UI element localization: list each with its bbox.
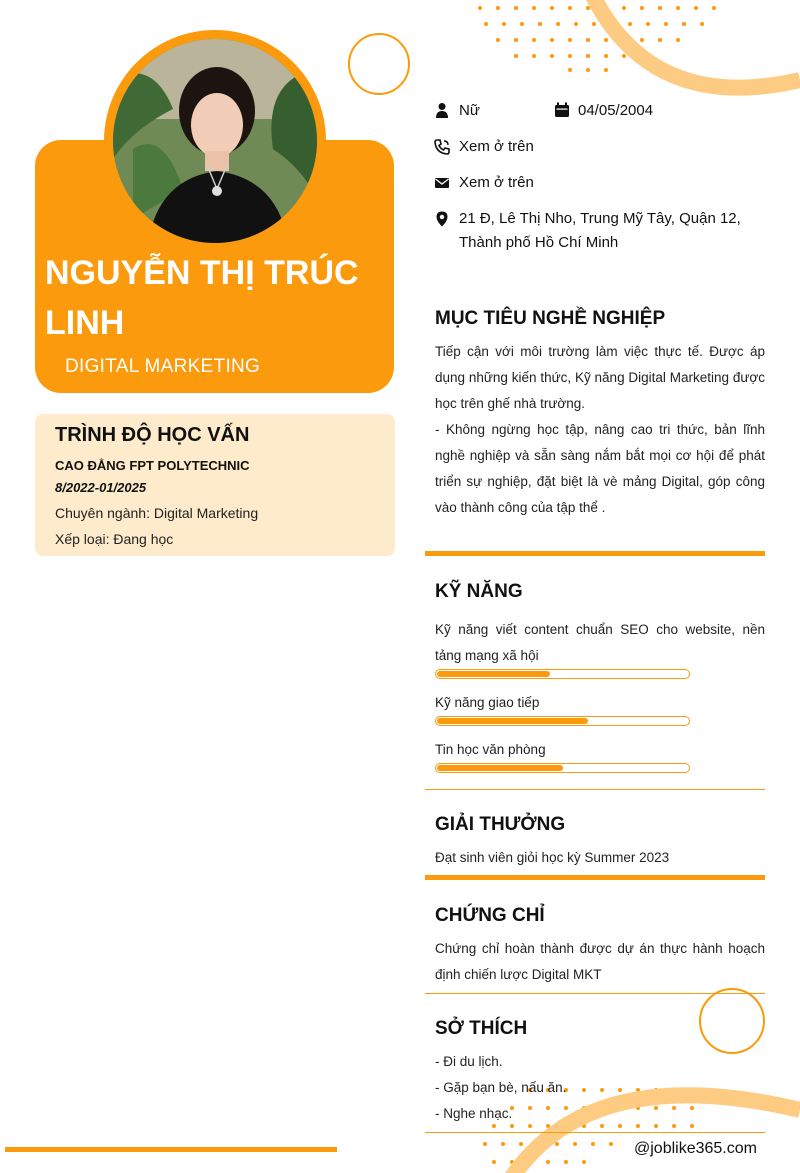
address-line-2: Thành phố Hồ Chí Minh xyxy=(459,234,619,251)
calendar-icon xyxy=(554,102,570,118)
gender: Nữ xyxy=(459,102,480,119)
person-icon xyxy=(434,102,450,118)
skill-bar-2 xyxy=(435,716,690,726)
hobby-item: - Nghe nhạc. xyxy=(435,1106,513,1121)
awards-heading: GIẢI THƯỞNG xyxy=(435,814,566,835)
divider xyxy=(425,993,765,994)
decor-bottom-left-rule xyxy=(5,1147,337,1152)
education-school: CAO ĐẲNG FPT POLYTECHNIC xyxy=(55,458,250,473)
full-name: NGUYỄN THỊ TRÚC LINH xyxy=(45,254,359,342)
education-major: Chuyên ngành: Digital Marketing xyxy=(55,505,259,521)
skill-bar-fill xyxy=(437,671,550,677)
decor-top-right xyxy=(440,0,800,110)
phone: Xem ở trên xyxy=(459,138,534,155)
education-heading: TRÌNH ĐỘ HỌC VẤN xyxy=(55,424,250,446)
phone-icon xyxy=(434,139,450,155)
envelope-icon xyxy=(434,175,450,191)
address-line-1: 21 Đ, Lê Thị Nho, Trung Mỹ Tây, Quận 12, xyxy=(459,210,741,227)
decor-circle-top xyxy=(348,33,410,95)
hobby-item: - Đi du lịch. xyxy=(435,1054,503,1069)
skill-bar-fill xyxy=(437,718,588,724)
divider xyxy=(425,875,765,880)
watermark: @joblike365.com xyxy=(634,1140,757,1157)
hobbies-heading: SỞ THÍCH xyxy=(435,1018,528,1039)
certificates-heading: CHỨNG CHỈ xyxy=(435,905,545,926)
profile-photo xyxy=(113,39,317,243)
birthday: 04/05/2004 xyxy=(578,102,654,119)
objective-text-2: - Không ngừng học tập, nâng cao tri thức, bản lĩnh nghề nghiệp và sẵn sàng nắm bắt mọi cơ hội để phát triển sự nghiệp, đặt biệt là vè mảng Digital, góp công vào thành công của tập thể . xyxy=(435,422,765,515)
divider xyxy=(425,789,765,790)
skill-bar-fill xyxy=(437,765,563,771)
divider xyxy=(425,1132,765,1133)
education-rank: Xếp loại: Đang học xyxy=(55,531,174,547)
skill-label-2: Kỹ năng giao tiếp xyxy=(435,695,540,710)
skills-heading: KỸ NĂNG xyxy=(435,581,523,602)
awards-text: Đạt sinh viên giỏi học kỳ Summer 2023 xyxy=(435,850,670,865)
location-pin-icon xyxy=(434,211,450,227)
certificates-text: Chứng chỉ hoàn thành được dự án thực hành hoạch định chiến lược Digital MKT xyxy=(435,941,765,982)
skill-label-1: Kỹ năng viết content chuẩn SEO cho website, nền tảng mạng xã hội xyxy=(435,622,765,663)
decor-circle-bottom xyxy=(699,988,765,1054)
skill-label-3: Tin học văn phòng xyxy=(435,742,546,757)
skill-bar-3 xyxy=(435,763,690,773)
job-title: DIGITAL MARKETING xyxy=(65,356,261,377)
divider xyxy=(425,551,765,556)
email: Xem ở trên xyxy=(459,174,534,191)
education-period: 8/2022-01/2025 xyxy=(55,480,147,495)
objective-heading: MỤC TIÊU NGHỀ NGHIỆP xyxy=(435,308,666,329)
hobby-item: - Gặp bạn bè, nấu ăn. xyxy=(435,1080,567,1095)
education-card xyxy=(35,414,395,556)
objective-text: Tiếp cận với môi trường làm việc thực tế. Được áp dụng những kiến thức, Kỹ năng Digital Marketing được học trên ghế nhà trường. xyxy=(435,344,765,411)
skill-bar-1 xyxy=(435,669,690,679)
